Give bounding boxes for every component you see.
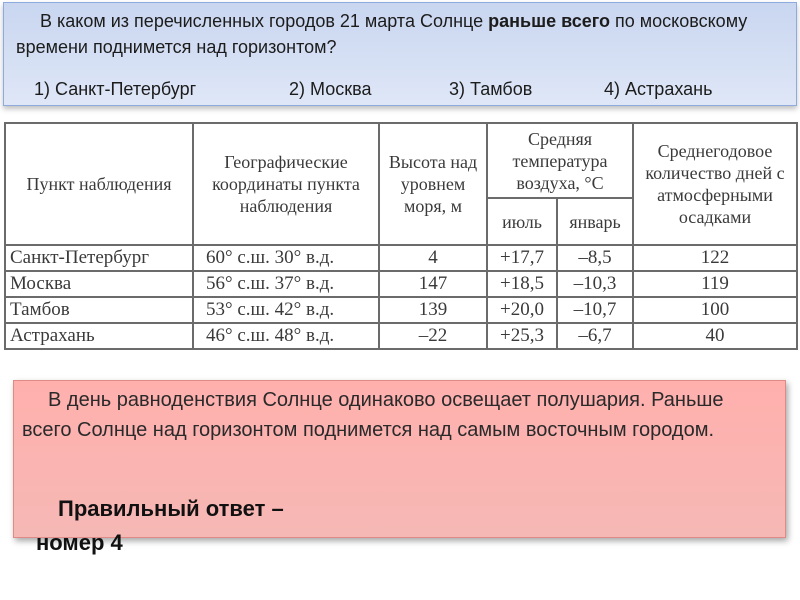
table-row: [5, 245, 797, 271]
cell-january: –8,5: [557, 245, 633, 271]
header-temperature: Средняя температура воздуха, °С: [487, 123, 633, 198]
cell-days: 119: [633, 271, 797, 297]
cell-july: +18,5: [487, 271, 557, 297]
cell-days: 40: [633, 323, 797, 349]
option-3: 3) Тамбов: [449, 79, 533, 99]
cell-coords: 53° с.ш. 42° в.д.: [193, 297, 379, 323]
question-text: [16, 8, 796, 60]
cell-height: 139: [379, 297, 487, 323]
header-july: июль: [487, 198, 557, 245]
explanation-body: В день равноденствия Солнце одинаково освещает полушария. Раньше всего Солнце над горизонтом поднимется над самым восточным городом.: [22, 389, 724, 441]
table-row: [5, 297, 797, 323]
header-january: январь: [557, 198, 633, 245]
correct-answer: [36, 492, 284, 560]
cell-january: –10,7: [557, 297, 633, 323]
cell-coords: 46° с.ш. 48° в.д.: [193, 323, 379, 349]
cell-days: 100: [633, 297, 797, 323]
cell-july: +25,3: [487, 323, 557, 349]
cell-height: 4: [379, 245, 487, 271]
answer-options: [34, 79, 712, 100]
cell-city: Москва: [5, 271, 193, 297]
question-text-end: по московскому времени поднимется над горизонтом?: [16, 11, 748, 57]
header-height: Высота над уровнем моря, м: [379, 123, 487, 245]
cell-january: –10,3: [557, 271, 633, 297]
cell-coords: 56° с.ш. 37° в.д.: [193, 271, 379, 297]
table-row: [5, 271, 797, 297]
question-text-emphasis: раньше всего: [488, 11, 611, 31]
observation-table: [4, 122, 798, 350]
option-2: 2) Москва: [289, 79, 372, 99]
cell-january: –6,7: [557, 323, 633, 349]
question-text-start: В каком из перечисленных городов 21 марта Солнце: [40, 11, 489, 31]
header-precipitation: Среднегодовое количество дней с атмосферными осадками: [633, 123, 797, 245]
explanation-text: [22, 385, 772, 445]
cell-city: Астрахань: [5, 323, 193, 349]
option-1: 1) Санкт-Петербург: [34, 79, 197, 99]
answer-line-1: Правильный ответ –: [58, 496, 284, 521]
question-box: [3, 2, 797, 106]
cell-height: –22: [379, 323, 487, 349]
cell-july: +17,7: [487, 245, 557, 271]
cell-days: 122: [633, 245, 797, 271]
header-point: Пункт наблюдения: [5, 123, 193, 245]
table-row: [5, 323, 797, 349]
cell-city: Тамбов: [5, 297, 193, 323]
cell-july: +20,0: [487, 297, 557, 323]
answer-line-2: номер 4: [36, 530, 123, 555]
cell-coords: 60° с.ш. 30° в.д.: [193, 245, 379, 271]
option-4: 4) Астрахань: [604, 79, 713, 99]
cell-city: Санкт-Петербург: [5, 245, 193, 271]
header-coords: Географические координаты пункта наблюдения: [193, 123, 379, 245]
cell-height: 147: [379, 271, 487, 297]
